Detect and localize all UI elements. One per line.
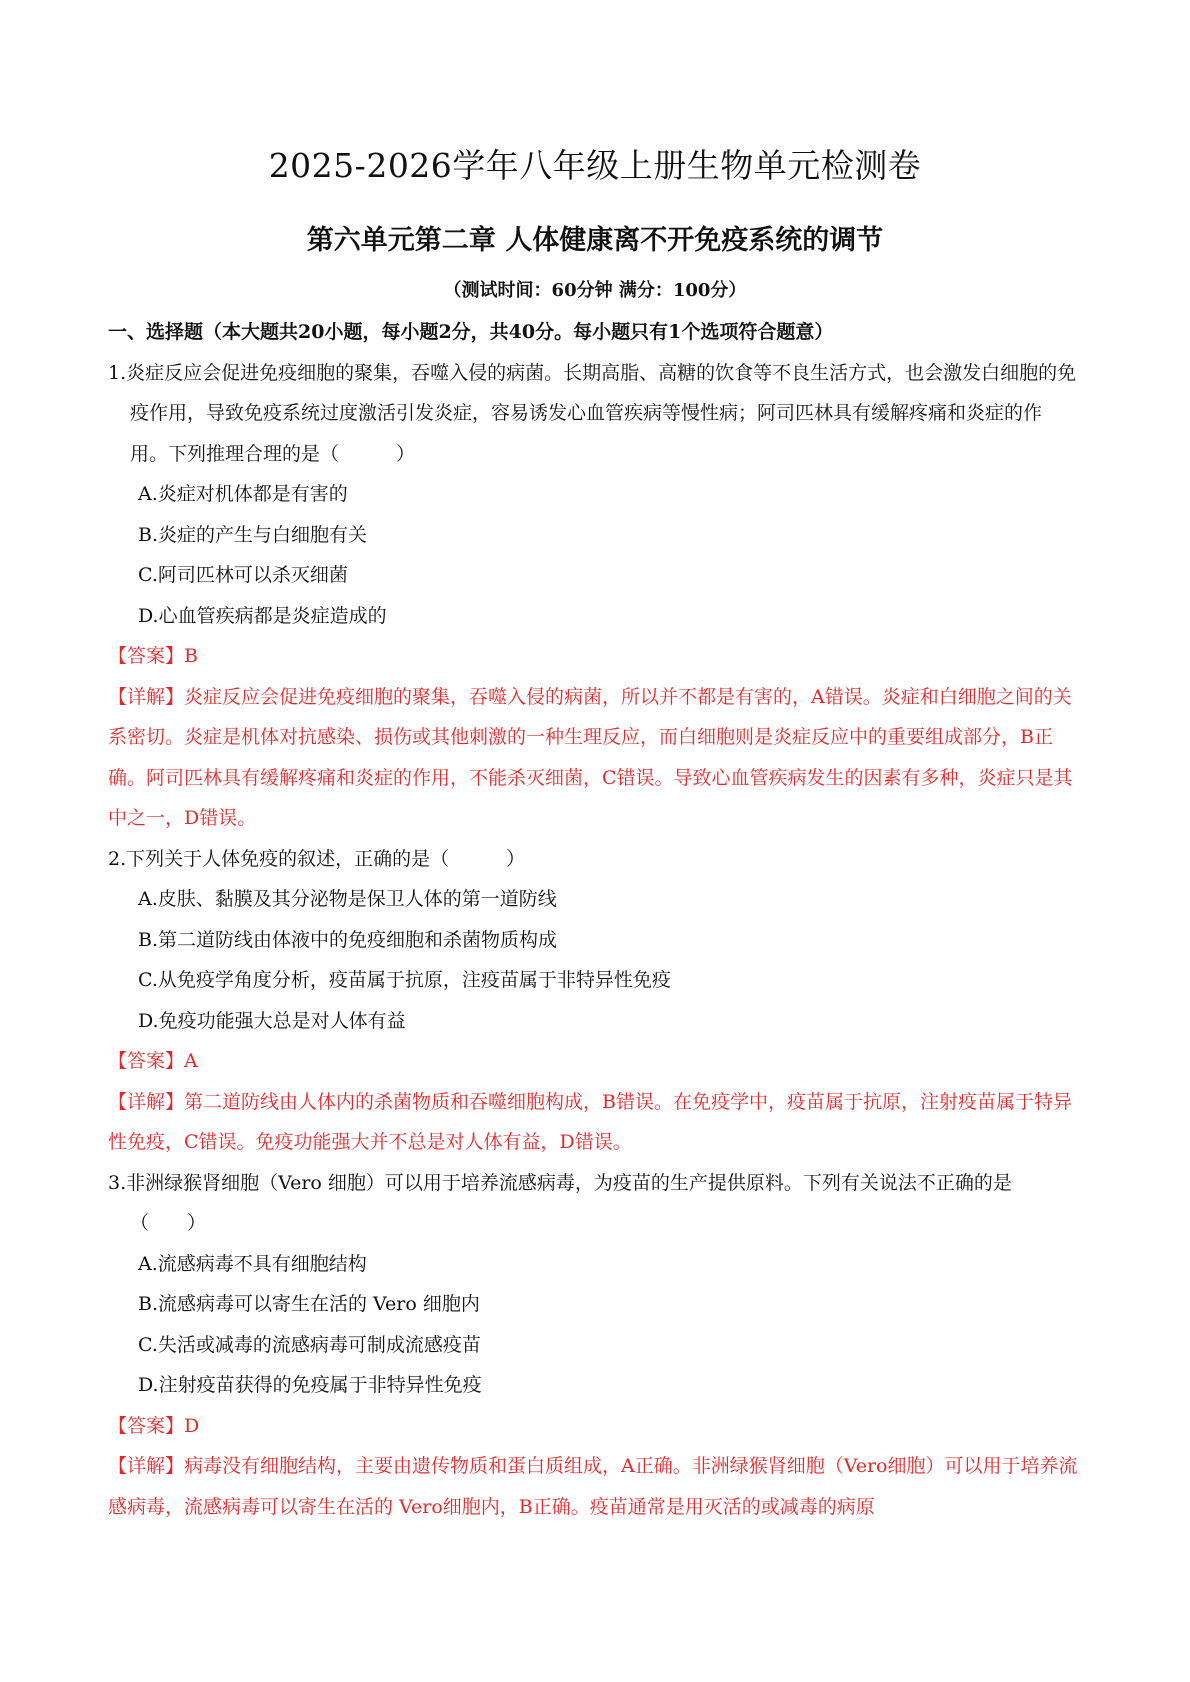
question-stem: 3.非洲绿猴肾细胞（Vero 细胞）可以用于培养流感病毒，为疫苗的生产提供原料。下列有关说法不正确的是（ ） <box>108 1171 1012 1234</box>
explanation <box>108 1082 1078 1163</box>
option-d: D.心血管疾病都是炎症造成的 <box>138 604 387 627</box>
option-d: D.免疫功能强大总是对人体有益 <box>138 1009 406 1032</box>
option-a: A.流感病毒不具有细胞结构 <box>138 1252 367 1275</box>
explanation <box>108 677 1078 839</box>
explanation <box>108 1446 1078 1527</box>
exam-content <box>108 312 1078 1527</box>
option-d: D.注射疫苗获得的免疫属于非特异性免疫 <box>138 1374 482 1396</box>
question-block <box>108 839 1078 1163</box>
page-title: 2025-2026学年八年级上册生物单元检测卷 <box>268 146 922 185</box>
explain-text: 炎症反应会促进免疫细胞的聚集，吞噬入侵的病菌，所以并不都是有害的，A错误。炎症和白细胞之间的关系密切。炎症是机体对抗感染、损伤或其他刺激的一种生理反应，而白细胞则是炎症反应中的重要组成部分，B正确。阿司匹林具有缓解疼痛和炎症的作用，不能杀灭细菌，C错误。导致心血管疾病发生的因素有多种，炎症只是其中之一，D错误。 <box>108 685 1073 829</box>
answer-value: D <box>184 1414 200 1437</box>
option-a: A.皮肤、黏膜及其分泌物是保卫人体的第一道防线 <box>138 888 557 910</box>
answer-tag: 【答案】 <box>108 1050 185 1072</box>
answer-value: A <box>184 1050 198 1072</box>
answer-value: B <box>184 645 198 667</box>
option-b: B.流感病毒可以寄生在活的 Vero 细胞内 <box>138 1293 480 1315</box>
answer-tag: 【答案】 <box>108 1414 185 1437</box>
question-stem: 2.下列关于人体免疫的叙述，正确的是（ ） <box>108 847 526 870</box>
question-stem: 1.炎症反应会促进免疫细胞的聚集，吞噬入侵的病菌。长期高脂、高糖的饮食等不良生活方式，也会激发白细胞的免疫作用，导致免疫系统过度激活引发炎症，容易诱发心血管疾病等慢性病；阿司匹林具有缓解疼痛和炎症的作用。下列推理合理的是（ ） <box>108 361 1077 465</box>
explain-tag: 【详解】 <box>108 1090 185 1113</box>
option-c: C.失活或减毒的流感病毒可制成流感疫苗 <box>138 1333 481 1356</box>
answer-line <box>108 1041 1078 1082</box>
answer-line <box>108 636 1078 677</box>
section-heading: 一、选择题（本大题共20小题，每小题2分，共40分。每小题只有1个选项符合题意） <box>108 321 834 343</box>
option-a: A.炎症对机体都是有害的 <box>138 483 348 505</box>
option-b: B.炎症的产生与白细胞有关 <box>138 523 368 546</box>
explain-tag: 【详解】 <box>108 1455 185 1477</box>
answer-tag: 【答案】 <box>108 645 185 667</box>
chapter-subtitle: 第六单元第二章 人体健康离不开免疫系统的调节 <box>306 225 884 256</box>
explain-text: 第二道防线由人体内的杀菌物质和吞噬细胞构成，B错误。在免疫学中，疫苗属于抗原，注射疫苗属于特异性免疫，C错误。免疫功能强大并不总是对人体有益，D错误。 <box>108 1090 1072 1153</box>
answer-line <box>108 1406 1078 1447</box>
option-c: C.阿司匹林可以杀灭细菌 <box>138 564 348 586</box>
explain-tag: 【详解】 <box>108 685 185 708</box>
option-b: B.第二道防线由体液中的免疫细胞和杀菌物质构成 <box>138 928 558 951</box>
question-block <box>108 1163 1078 1528</box>
option-c: C.从免疫学角度分析，疫苗属于抗原，注疫苗属于非特异性免疫 <box>138 969 671 991</box>
explain-text: 病毒没有细胞结构，主要由遗传物质和蛋白质组成，A正确。非洲绿猴肾细胞（Vero细胞）可以用于培养流感病毒，流感病毒可以寄生在活的 Vero细胞内，B正确。疫苗通常是用灭活的或减毒的病原 <box>108 1455 1078 1518</box>
question-block <box>108 353 1078 839</box>
exam-meta: （测试时间：60分钟 满分：100分） <box>443 280 747 301</box>
